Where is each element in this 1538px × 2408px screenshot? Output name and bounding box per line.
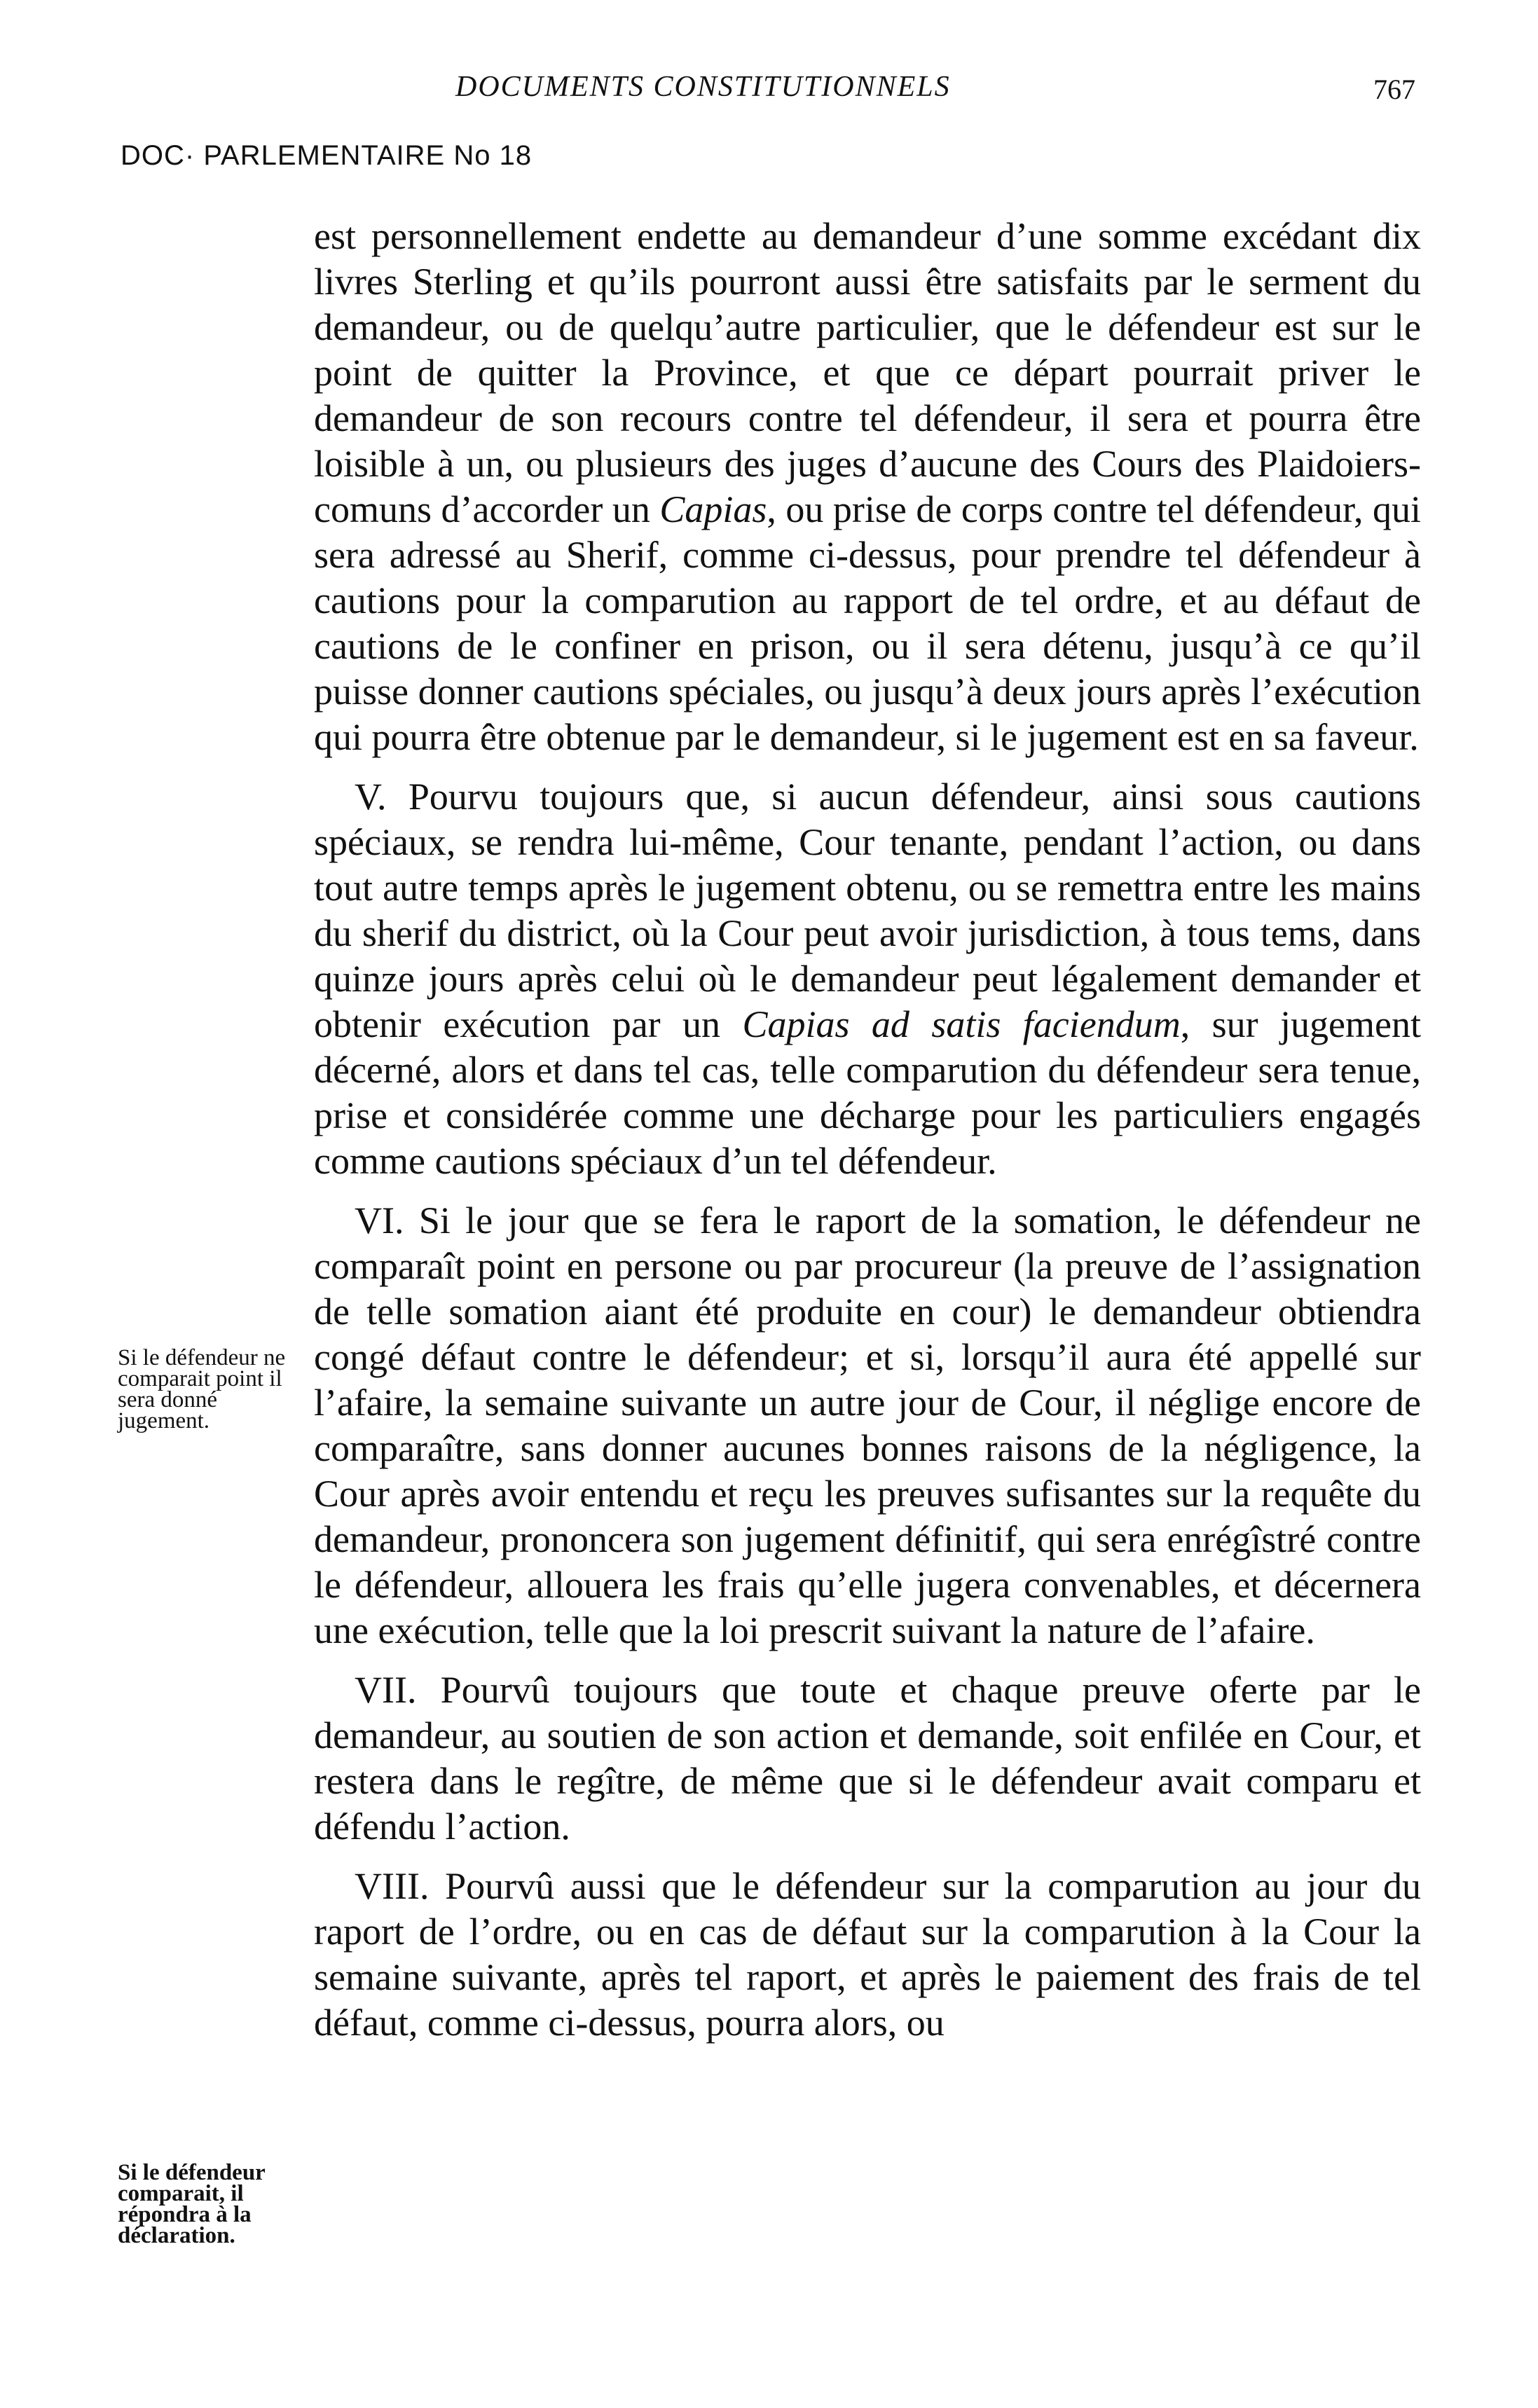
article-v-number: V. bbox=[355, 776, 387, 818]
article-viii-number: VIII. bbox=[355, 1865, 430, 1907]
article-vii bbox=[314, 1667, 1421, 1850]
article-vi-text: Si le jour que se fera le raport de la somation, le défendeur ne comparaît point en persone ou par procureur (la preuve de l’assignation de telle somation aiant été produite en cour) le demandeur obtiendra congé défaut contre le défendeur; et si, lorsqu’il aura été appellé sur l’afaire, la semaine suivante un autre jour de Cour, il néglige encore de comparaître, sans donner aucunes bonnes raisons de la négligence, la Cour après avoir entendu et reçu les preuves sufisantes sur la requête du demandeur, prononcera son jugement définitif, qui sera enrégîstré contre le défendeur, allouera les frais qu’elle jugera convenables, et décernera une exécution, telle que la loi prescrit suivant la nature de l’afaire. bbox=[314, 1199, 1422, 1651]
page-number: 767 bbox=[1373, 74, 1415, 105]
article-v-text-b: , sur jugement décerné, alors et dans tel cas, telle comparution du défendeur sera tenue, prise et considérée comme une décharge pour les particuliers engagés comme cautions spéciaux d’un tel défendeur. bbox=[314, 1003, 1421, 1182]
article-vi-number: VI. bbox=[355, 1199, 404, 1241]
margin-note-default-judgment: Si le défendeur ne comparait point il sera donné jugement. bbox=[118, 1345, 286, 1433]
capias-ad-satis-term: Capias ad satis faciendum bbox=[742, 1003, 1181, 1045]
capias-term: Capias bbox=[659, 488, 767, 530]
running-title: DOCUMENTS CONSTITUTIONNELS bbox=[455, 71, 951, 103]
article-vi bbox=[314, 1198, 1421, 1653]
paragraph-intro-text: est personnellement endette au demandeur d’une somme excédant dix livres Sterling et qu’ils pourront aussi être satisfaits par le serment du demandeur, ou de quelqu’autre particulier, que le défendeur est sur le point de quitter la Province, et que ce départ pourrait priver le demandeur de son recours contre tel défendeur, il sera et pourra être loisible à un, ou plusieurs des juges d’aucune des Cours des Plaidoiers-comuns d’accorder un bbox=[314, 215, 1421, 530]
article-viii bbox=[314, 1864, 1421, 2046]
paragraph-intro-rest: , ou prise de corps contre tel défendeur, qui sera adressé au Sherif, comme ci-dessus, pour prendre tel défendeur à cautions pour la comparution au rapport de tel ordre, et au défaut de cautions de le confiner en prison, ou il sera détenu, jusqu’à ce qu’il puisse donner cautions spéciales, ou jusqu’à deux jours après l’exécution qui pourra être obtenue par le demandeur, si le jugement est en sa faveur. bbox=[314, 488, 1421, 758]
article-viii-text: Pourvû aussi que le défendeur sur la comparution au jour du raport de l’ordre, ou en cas de défaut sur la comparution à la Cour la semaine suivante, après tel raport, et après le paiement des frais de tel défaut, comme ci-dessus, pourra alors, ou bbox=[314, 1865, 1421, 2044]
document-label: DOC· PARLEMENTAIRE No 18 bbox=[121, 140, 533, 171]
article-vii-text: Pourvû toujours que toute et chaque preuve oferte par le demandeur, au soutien de son action et demande, soit enfilée en Cour, et restera dans le regître, de même que si le défendeur avait comparu et défendu l’action. bbox=[314, 1669, 1422, 1848]
article-v-text-a: Pourvu toujours que, si aucun défendeur, ainsi sous cautions spéciaux, se rendra lui-même, Cour tenante, pendant l’action, ou dans tout autre temps après le jugement obtenu, ou se remettra entre les mains du sherif du district, où la Cour peut avoir jurisdiction, à tous tems, dans quinze jours après celui où le demandeur peut légalement demander et obtenir exécution par un bbox=[314, 776, 1422, 1045]
article-vii-number: VII. bbox=[355, 1669, 417, 1711]
margin-note-defendant-appears: Si le défendeur comparait, il répondra à la déclaration. bbox=[118, 2160, 266, 2248]
article-v bbox=[314, 774, 1421, 1184]
paragraph-intro bbox=[314, 214, 1421, 760]
body-text bbox=[314, 214, 1421, 2060]
